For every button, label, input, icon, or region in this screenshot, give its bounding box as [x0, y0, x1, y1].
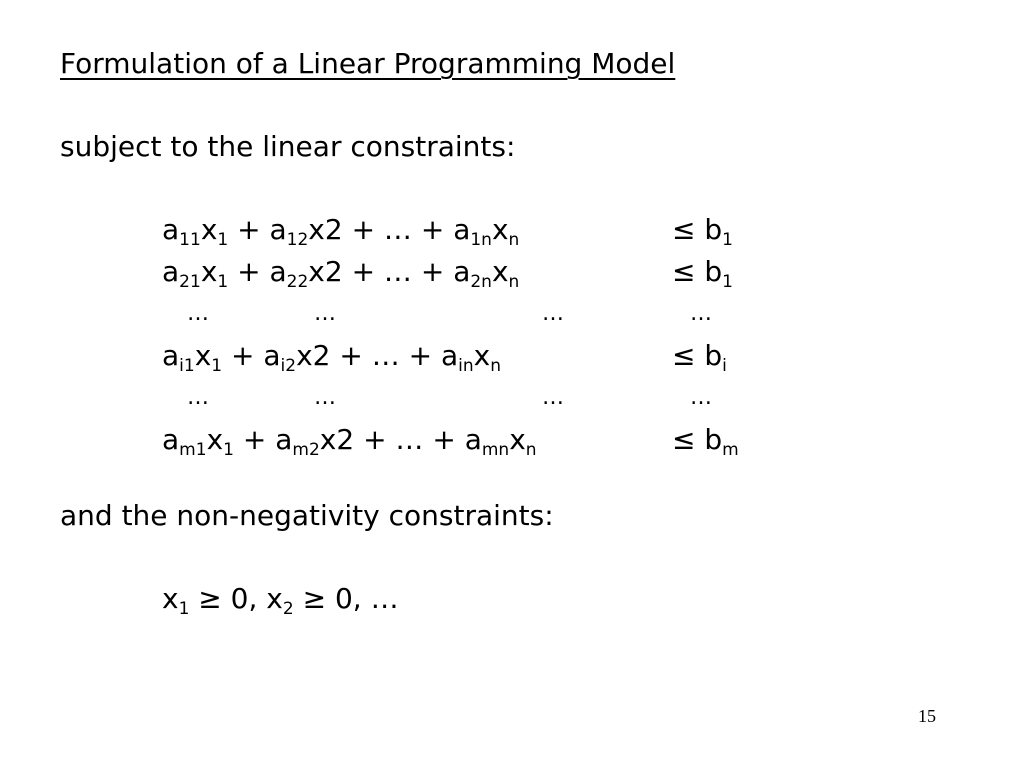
ellipsis: … [314, 301, 336, 326]
ellipsis: … [542, 385, 564, 410]
constraint-lhs: $a_{i1}x_1 + a_{i2}x2$ + … + $a_{in}x_n$ [162, 339, 502, 376]
constraint-lhs: $a_{21}x_1 + a_{22}x2$ + … + $a_{2n}x_n$ [162, 255, 520, 292]
constraint-lhs: $a_{m1}x_1 + a_{m2}x2$ + … + $a_{mn}x_n$ [162, 423, 537, 460]
constraint-rhs: ≤ $b_m$ [672, 423, 739, 460]
ellipsis: … [542, 301, 564, 326]
outro-text: and the non-negativity constraints: [60, 499, 554, 532]
ellipsis: … [187, 301, 209, 326]
constraint-lhs: $a_{11}x_1 + a_{12}x2$ + … + $a_{1n}x_n$ [162, 213, 520, 250]
page-number: 15 [918, 706, 936, 726]
constraint-rhs: ≤ $b_1$ [672, 255, 733, 292]
slide-title: Formulation of a Linear Programming Model [60, 47, 676, 80]
nonneg-expression: $x_1 \ge 0$, $x_2 \ge 0$, … [162, 582, 399, 619]
intro-text: subject to the linear constraints: [60, 130, 516, 163]
constraint-rhs: ≤ $b_i$ [672, 339, 727, 376]
ellipsis: … [690, 385, 712, 410]
ellipsis: … [314, 385, 336, 410]
constraint-rhs: ≤ $b_1$ [672, 213, 733, 250]
ellipsis: … [690, 301, 712, 326]
ellipsis: … [187, 385, 209, 410]
